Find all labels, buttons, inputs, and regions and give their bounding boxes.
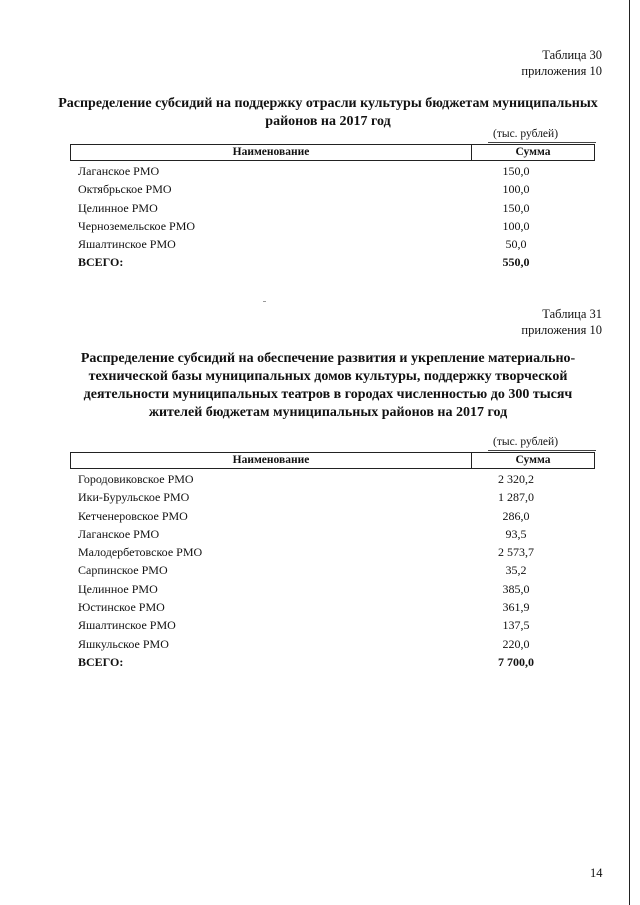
table30-units-underline — [488, 142, 596, 143]
row-value: 385,0 — [502, 581, 530, 596]
table-row — [78, 543, 558, 561]
table31-col-name: Наименование — [71, 453, 472, 468]
table30-header — [70, 144, 595, 161]
table-row — [78, 561, 558, 579]
table-row — [78, 470, 558, 488]
page-number: 14 — [590, 866, 603, 880]
row-name: Целинное РМО — [78, 200, 158, 215]
row-name: Юстинское РМО — [78, 600, 165, 615]
row-value: 150,0 — [502, 164, 530, 178]
row-value: 2 320,2 — [498, 472, 534, 486]
scan-speck — [263, 301, 266, 302]
row-name: Черноземельское РМО — [78, 218, 196, 233]
table30-units: (тыс. рублей) — [493, 128, 559, 140]
table30-col-sum: Сумма — [515, 146, 551, 158]
row-value: 286,0 — [502, 508, 530, 523]
table31-header — [70, 452, 595, 469]
table31-title: Распределение субсидий на обеспечение развития и укрепление материально-технической базы муниципальных домов культуры, поддержку творческой деятельности муниципальных театров в городах численностью до 300 тысяч жителей бюджетам муниципальных районов на 2017 год — [80, 351, 576, 420]
row-name: Малодербетовское РМО — [78, 545, 203, 560]
table31-units-underline — [488, 450, 596, 451]
row-name: Лаганское РМО — [78, 526, 160, 541]
row-value: 1 287,0 — [498, 490, 534, 505]
row-name: Ики-Бурульское РМО — [78, 490, 190, 505]
table-row — [78, 199, 558, 217]
row-value: 137,5 — [502, 618, 530, 633]
row-name: Яшалтинское РМО — [78, 237, 176, 252]
table30-total-row — [78, 253, 558, 271]
row-name: Городовиковское РМО — [78, 472, 194, 486]
table30-ref-number: Таблица 30 — [542, 48, 602, 62]
table31-col-sum: Сумма — [515, 454, 551, 466]
row-name: Яшалтинское РМО — [78, 618, 176, 633]
table30-ref-appendix: приложения 10 — [521, 64, 602, 78]
table31-total-row — [78, 653, 558, 671]
table31-units: (тыс. рублей) — [493, 436, 559, 448]
total-value: 550,0 — [502, 255, 530, 270]
row-value: 100,0 — [502, 218, 530, 233]
table30-body — [78, 162, 558, 272]
total-label: ВСЕГО: — [78, 255, 124, 270]
table-row — [78, 180, 558, 198]
table30-title: Распределение субсидий на поддержку отрасли культуры бюджетам муниципальных районов на 2017 год — [58, 96, 598, 129]
table-row — [78, 162, 558, 180]
row-value: 100,0 — [502, 182, 530, 197]
row-value: 93,5 — [505, 526, 527, 541]
row-name: Яшкульское РМО — [78, 636, 169, 651]
table31-ref-appendix: приложения 10 — [521, 323, 602, 337]
table31-ref-number: Таблица 31 — [542, 307, 602, 321]
table-row — [78, 635, 558, 653]
table-row — [78, 598, 558, 616]
row-value: 150,0 — [502, 200, 530, 215]
row-name: Целинное РМО — [78, 581, 158, 596]
table30-reference — [521, 47, 602, 79]
table-row — [78, 616, 558, 634]
table-row — [78, 525, 558, 543]
row-value: 50,0 — [505, 237, 527, 252]
row-value: 361,9 — [502, 600, 530, 615]
table30-col-name: Наименование — [71, 145, 472, 160]
table31-reference — [521, 306, 602, 338]
row-name: Октябрьское РМО — [78, 182, 172, 197]
row-name: Лаганское РМО — [78, 164, 160, 178]
table-row — [78, 580, 558, 598]
table-row — [78, 488, 558, 506]
row-name: Сарпинское РМО — [78, 563, 168, 578]
total-value: 7 700,0 — [498, 654, 534, 669]
row-value: 2 573,7 — [498, 545, 534, 560]
row-value: 220,0 — [502, 636, 530, 651]
row-value: 35,2 — [505, 563, 527, 578]
table-row — [78, 217, 558, 235]
table-row — [78, 507, 558, 525]
row-name: Кетченеровское РМО — [78, 508, 188, 523]
total-label: ВСЕГО: — [78, 654, 124, 669]
page-edge-line — [629, 0, 630, 905]
table-row — [78, 235, 558, 253]
table31-body — [78, 470, 558, 671]
